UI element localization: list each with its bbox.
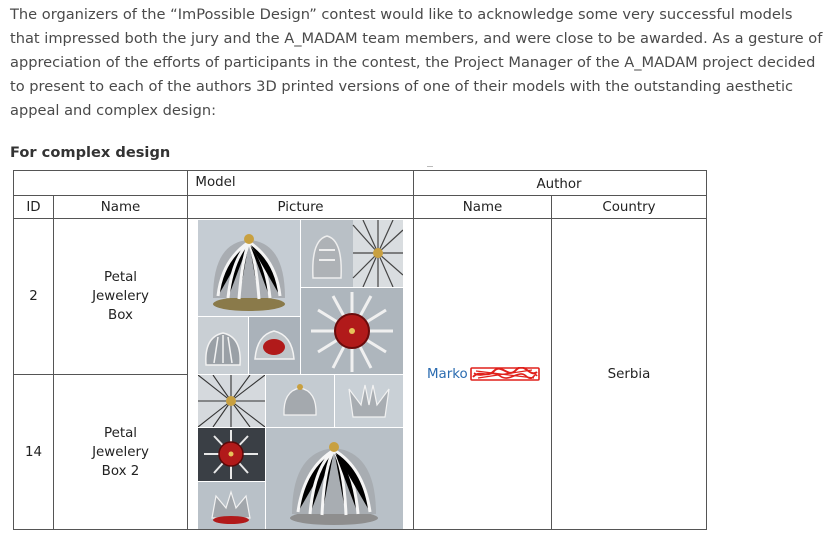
divider xyxy=(427,166,433,167)
header-picture: Picture xyxy=(277,199,324,215)
author-country: Serbia xyxy=(607,366,651,382)
header-country: Country xyxy=(602,199,656,215)
box-small-dome-render xyxy=(266,375,334,427)
header-model: Model xyxy=(195,174,236,190)
model-picture-collage xyxy=(198,375,403,529)
box-top-render xyxy=(198,375,265,427)
models-table xyxy=(13,170,707,530)
box-small-render xyxy=(198,317,248,374)
author-name-cell xyxy=(414,219,551,529)
row-name: Petal Jewelery Box xyxy=(92,270,149,323)
intro-paragraph: The organizers of the “ImPossible Design” contest would like to acknowledge some very successful models that impressed both the jury and the A_MADAM team members, and were close to be awarded. As a gesture of appreciation of the efforts of participants in the contest, the Project Manager of the A_MADAM project decided to present to each of the authors 3D printed versions of one of their models with the outstanding aesthetic appeal and complex design: xyxy=(10,6,823,119)
box-dome-render xyxy=(198,220,300,316)
row-id: 2 xyxy=(29,289,38,304)
box-top-red-render xyxy=(301,288,403,374)
header-author: Author xyxy=(536,176,582,192)
box-red-angle-render xyxy=(249,317,300,374)
box-open-petals-render xyxy=(335,375,403,427)
box-red-top-render xyxy=(198,428,265,481)
header-name: Name xyxy=(100,199,141,215)
header-id: ID xyxy=(26,199,41,215)
row-name: Petal Jewelery Box 2 xyxy=(92,425,149,479)
model-picture-collage xyxy=(198,220,403,374)
author-name-link[interactable]: Marko xyxy=(427,366,468,382)
redaction-scribble xyxy=(470,367,540,381)
box-open-render xyxy=(301,220,403,287)
box-red-base-render xyxy=(198,482,265,529)
section-title: For complex design xyxy=(10,144,171,161)
row-id: 14 xyxy=(24,444,43,460)
header-author-name: Name xyxy=(462,199,503,215)
box-large-dome-render xyxy=(266,428,403,529)
